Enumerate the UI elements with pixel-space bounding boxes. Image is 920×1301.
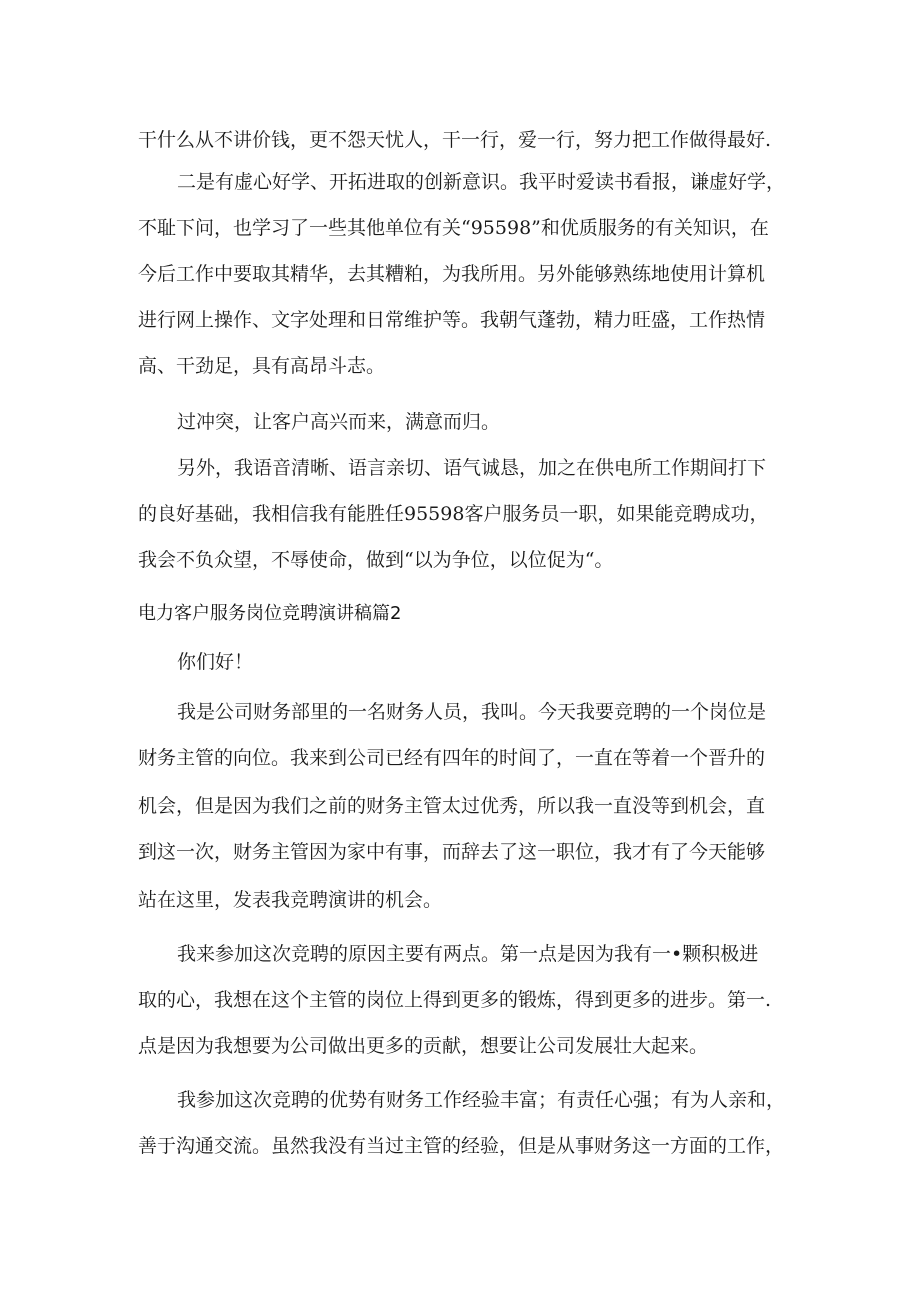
paragraph-2-line-4: 进行网上操作、文字处理和日常维护等。我朝气蓬勃，精力旺盛，工作热情 — [138, 309, 766, 331]
paragraph-4-line-2: 的良好基础，我相信我有能胜任95598客户服务员一职，如果能竞聘成功， — [138, 503, 769, 525]
paragraph-6-line-3: 机会，但是因为我们之前的财务主管太过优秀，所以我一直没等到机会，直 — [138, 795, 766, 817]
section-heading: 电力客户服务岗位竞聘演讲稿篇2 — [138, 603, 402, 624]
paragraph-4-line-3: 我会不负众望，不辱使命，做到“以为争位，以位促为“。 — [138, 549, 614, 571]
paragraph-7-line-2: 取的心，我想在这个主管的岗位上得到更多的锻炼，得到更多的进步。第一. — [138, 989, 772, 1011]
paragraph-3-line-1: 过冲突，让客户高兴而来，满意而归。 — [177, 411, 501, 433]
greeting-line: 你们好！ — [177, 651, 254, 673]
paragraph-7-line-3: 点是因为我想要为公司做出更多的贡献，想要让公司发展壮大起来。 — [138, 1035, 709, 1057]
paragraph-2-line-1: 二是有虚心好学、开拓进取的创新意识。我平时爱读书看报，谦虚好学， — [177, 171, 786, 193]
paragraph-2-line-2: 不耻下问，也学习了一些其他单位有关“95598”和优质服务的有关知识，在 — [138, 217, 769, 239]
paragraph-6-line-2: 财务主管的向位。我来到公司已经有四年的时间了，一直在等着一个晋升的 — [138, 747, 766, 769]
paragraph-8-line-2: 善于沟通交流。虽然我没有当过主管的经验，但是从事财务这一方面的工作， — [138, 1135, 785, 1157]
paragraph-6-line-5: 站在这里，发表我竞聘演讲的机会。 — [138, 889, 443, 911]
paragraph-2-line-5: 高、干劲足，具有高昂斗志。 — [138, 355, 386, 377]
paragraph-7-line-1: 我来参加这次竞聘的原因主要有两点。第一点是因为我有一•颗积极进 — [177, 943, 759, 965]
paragraph-6-line-1: 我是公司财务部里的一名财务人员，我叫。今天我要竞聘的一个岗位是 — [177, 701, 767, 723]
text-line-1: 干什么从不讲价钱，更不怨天忧人，干一行，爱一行，努力把工作做得最好. — [138, 129, 772, 151]
paragraph-2-line-3: 今后工作中要取其精华，去其糟粕，为我所用。另外能够熟练地使用计算机 — [138, 263, 766, 285]
paragraph-6-line-4: 到这一次，财务主管因为家中有事，而辞去了这一职位，我才有了今天能够 — [138, 841, 766, 863]
paragraph-8-line-1: 我参加这次竞聘的优势有财务工作经验丰富；有责任心强；有为人亲和， — [177, 1089, 786, 1111]
paragraph-4-line-1: 另外，我语音清晰、语言亲切、语气诚恳，加之在供电所工作期间打下 — [177, 457, 767, 479]
